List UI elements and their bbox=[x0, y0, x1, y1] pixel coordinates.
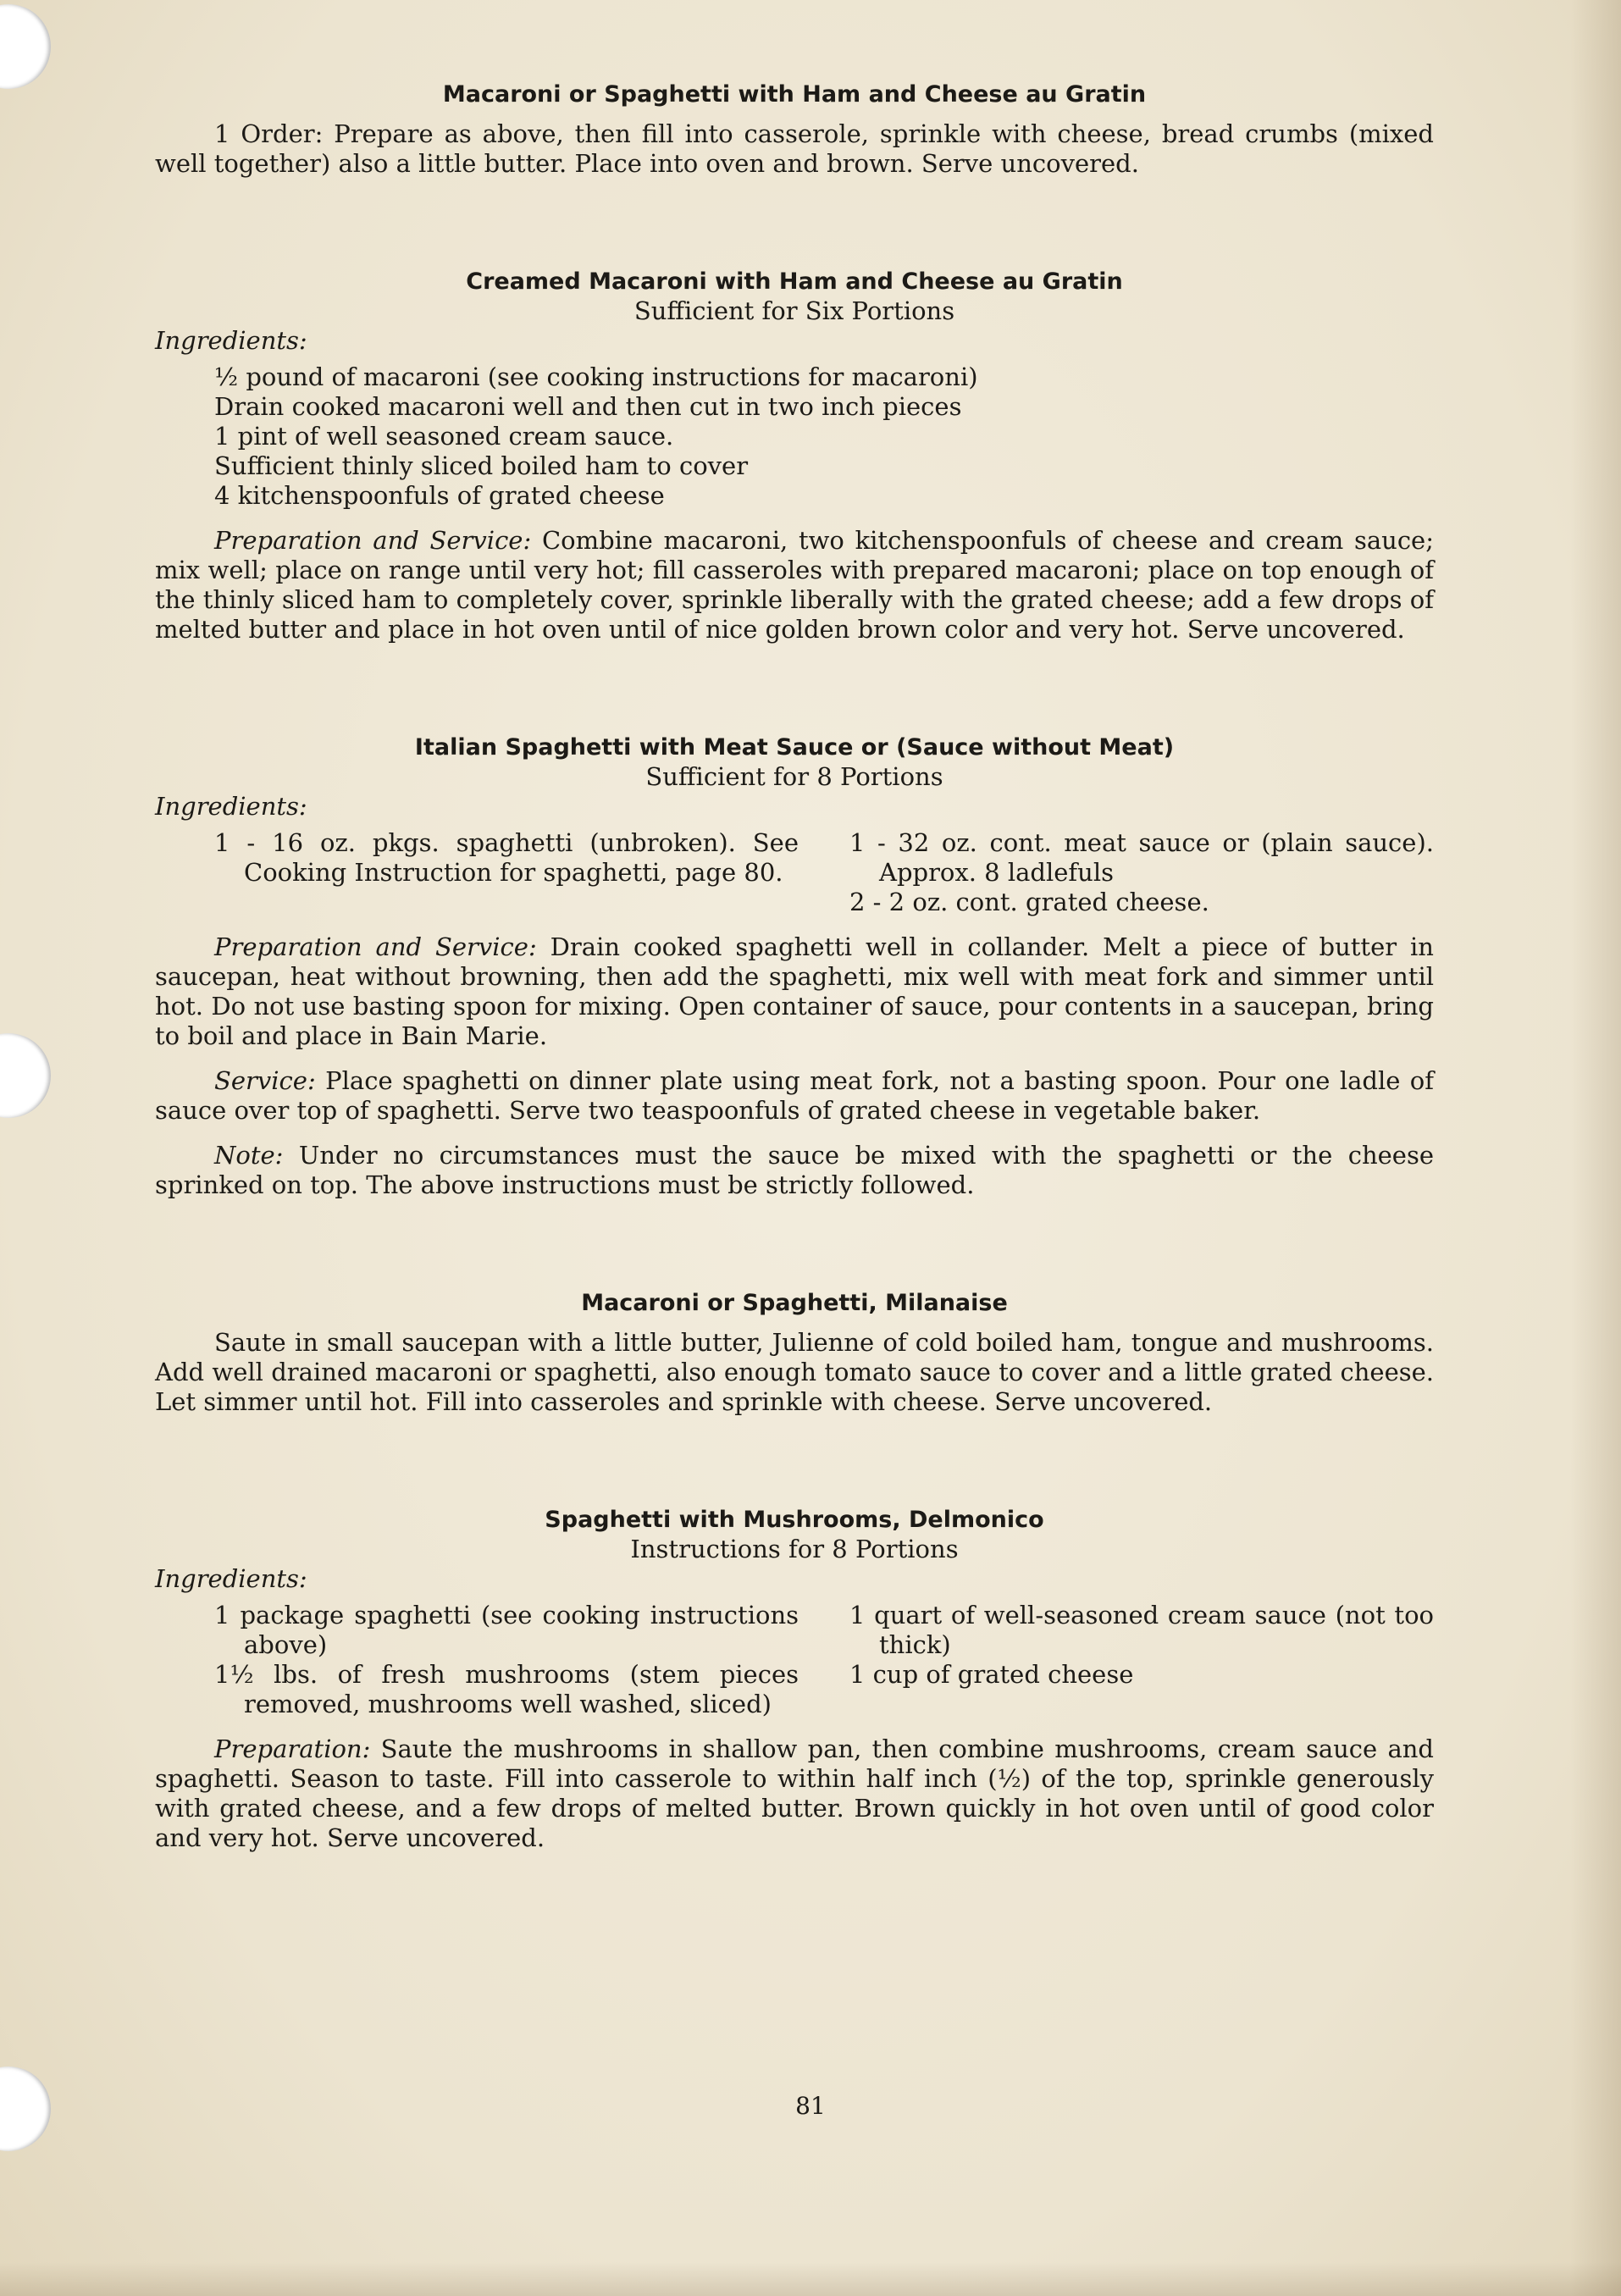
recipe-subtitle: Instructions for 8 Portions bbox=[630, 1535, 959, 1563]
preparation-paragraph bbox=[155, 526, 1434, 645]
ingredient-item: 1 quart of well-seasoned cream sauce (not too thick) bbox=[849, 1601, 1434, 1659]
preparation-text: Combine macaroni, two kitchenspoonfuls of cheese and cream sauce; mix well; place on range until very hot; fill casseroles with prepared macaroni; place on top enough of the thinly sliced ham to completely cover, sprinkle liberally with the grated cheese; add a few drops of melted butter and place in hot oven until of nice golden brown color and very hot. Serve uncovered. bbox=[155, 526, 1434, 644]
binder-hole-top bbox=[0, 4, 51, 89]
ingredient-item: 1 - 32 oz. cont. meat sauce or (plain sauce). Approx. 8 ladlefuls bbox=[849, 828, 1434, 887]
note-paragraph bbox=[155, 1141, 1434, 1200]
ingredients-label: Ingredients: bbox=[155, 1564, 307, 1593]
recipe-creamed-macaroni bbox=[155, 268, 1434, 645]
page-bottom-shadow bbox=[0, 2262, 1621, 2296]
ingredient-item: 4 kitchenspoonfuls of grated cheese bbox=[214, 481, 665, 510]
preparation-label: Preparation: bbox=[214, 1734, 371, 1763]
note-text: Under no circumstances must the sauce be mixed with the spaghetti or the cheese sprinked on top. The above instructions must be strictly followed. bbox=[155, 1141, 1434, 1199]
recipe-title: Spaghetti with Mushrooms, Delmonico bbox=[545, 1507, 1044, 1533]
recipe-title: Macaroni or Spaghetti, Milanaise bbox=[581, 1290, 1008, 1316]
ingredient-item: 1 pint of well seasoned cream sauce. bbox=[214, 422, 674, 451]
recipe-title: Macaroni or Spaghetti with Ham and Cheese au Gratin bbox=[442, 81, 1147, 108]
ingredients-column-left bbox=[214, 828, 799, 917]
ingredient-item: 1 package spaghetti (see cooking instructions above) bbox=[214, 1601, 799, 1659]
ingredients-columns bbox=[155, 1601, 1434, 1719]
recipe-mushrooms-delmonico bbox=[155, 1506, 1434, 1853]
ingredients-label: Ingredients: bbox=[155, 326, 307, 355]
ingredients-column-left bbox=[214, 1601, 799, 1719]
ingredients-column-right bbox=[849, 1601, 1434, 1719]
recipe-italian-spaghetti bbox=[155, 733, 1434, 1200]
page-edge-shadow bbox=[1570, 0, 1621, 2296]
recipe-title: Creamed Macaroni with Ham and Cheese au Gratin bbox=[466, 268, 1123, 295]
preparation-label: Preparation and Service: bbox=[214, 526, 532, 555]
recipe-milanaise bbox=[155, 1289, 1434, 1417]
ingredient-item: 1 - 16 oz. pkgs. spaghetti (unbroken). See Cooking Instruction for spaghetti, page 80. bbox=[214, 828, 799, 887]
ingredient-item: ½ pound of macaroni (see cooking instructions for macaroni) bbox=[214, 362, 978, 391]
recipe-subtitle: Sufficient for Six Portions bbox=[633, 296, 955, 325]
ingredient-item: Drain cooked macaroni well and then cut in two inch pieces bbox=[214, 392, 962, 421]
binder-hole-middle bbox=[0, 1033, 51, 1118]
ingredients-columns bbox=[155, 828, 1434, 917]
ingredient-item: 2 - 2 oz. cont. grated cheese. bbox=[849, 888, 1209, 916]
ingredient-item: Sufficient thinly sliced boiled ham to cover bbox=[214, 451, 749, 480]
ingredients-label: Ingredients: bbox=[155, 792, 307, 821]
recipe-title: Italian Spaghetti with Meat Sauce or (Sauce without Meat) bbox=[414, 734, 1175, 761]
ingredients-column-right bbox=[849, 828, 1434, 917]
service-label: Service: bbox=[214, 1066, 316, 1095]
service-paragraph bbox=[155, 1066, 1434, 1126]
recipe-text: 1 Order: Prepare as above, then fill into casserole, sprinkle with cheese, bread crumbs (mixed well together) also a little butter. Place into oven and brown. Serve uncovered. bbox=[155, 119, 1434, 178]
recipe-subtitle: Sufficient for 8 Portions bbox=[645, 762, 943, 791]
preparation-paragraph bbox=[155, 932, 1434, 1051]
recipe-text: Saute in small saucepan with a little butter, Julienne of cold boiled ham, tongue and mushrooms. Add well drained macaroni or spaghetti, also enough tomato sauce to cover and a little grated cheese. Let simmer until hot. Fill into casseroles and sprinkle with cheese. Serve uncovered. bbox=[155, 1328, 1434, 1416]
ingredient-item: 1½ lbs. of fresh mushrooms (stem pieces removed, mushrooms well washed, sliced) bbox=[214, 1660, 799, 1718]
note-label: Note: bbox=[214, 1141, 284, 1170]
ingredients-list bbox=[155, 362, 1434, 511]
preparation-label: Preparation and Service: bbox=[214, 932, 537, 961]
preparation-text: Drain cooked spaghetti well in collander. Melt a piece of butter in saucepan, heat without browning, then add the spaghetti, mix well with meat fork and simmer until hot. Do not use basting spoon for mixing. Open container of sauce, pour contents in a saucepan, bring to boil and place in Bain Marie. bbox=[155, 932, 1434, 1050]
recipe-page-content bbox=[155, 80, 1434, 1853]
page-number: 81 bbox=[795, 2092, 826, 2120]
service-text: Place spaghetti on dinner plate using meat fork, not a basting spoon. Pour one ladle of sauce over top of spaghetti. Serve two teaspoonfuls of grated cheese in vegetable baker. bbox=[155, 1066, 1434, 1125]
ingredient-item: 1 cup of grated cheese bbox=[849, 1660, 1134, 1689]
preparation-paragraph bbox=[155, 1734, 1434, 1853]
recipe-ham-cheese-au-gratin bbox=[155, 80, 1434, 179]
preparation-text: Saute the mushrooms in shallow pan, then combine mushrooms, cream sauce and spaghetti. Season to taste. Fill into casserole to within half inch (½) of the top, sprinkle generously with grated cheese, and a few drops of melted butter. Brown quickly in hot oven until of good color and very hot. Serve uncovered. bbox=[155, 1734, 1434, 1852]
